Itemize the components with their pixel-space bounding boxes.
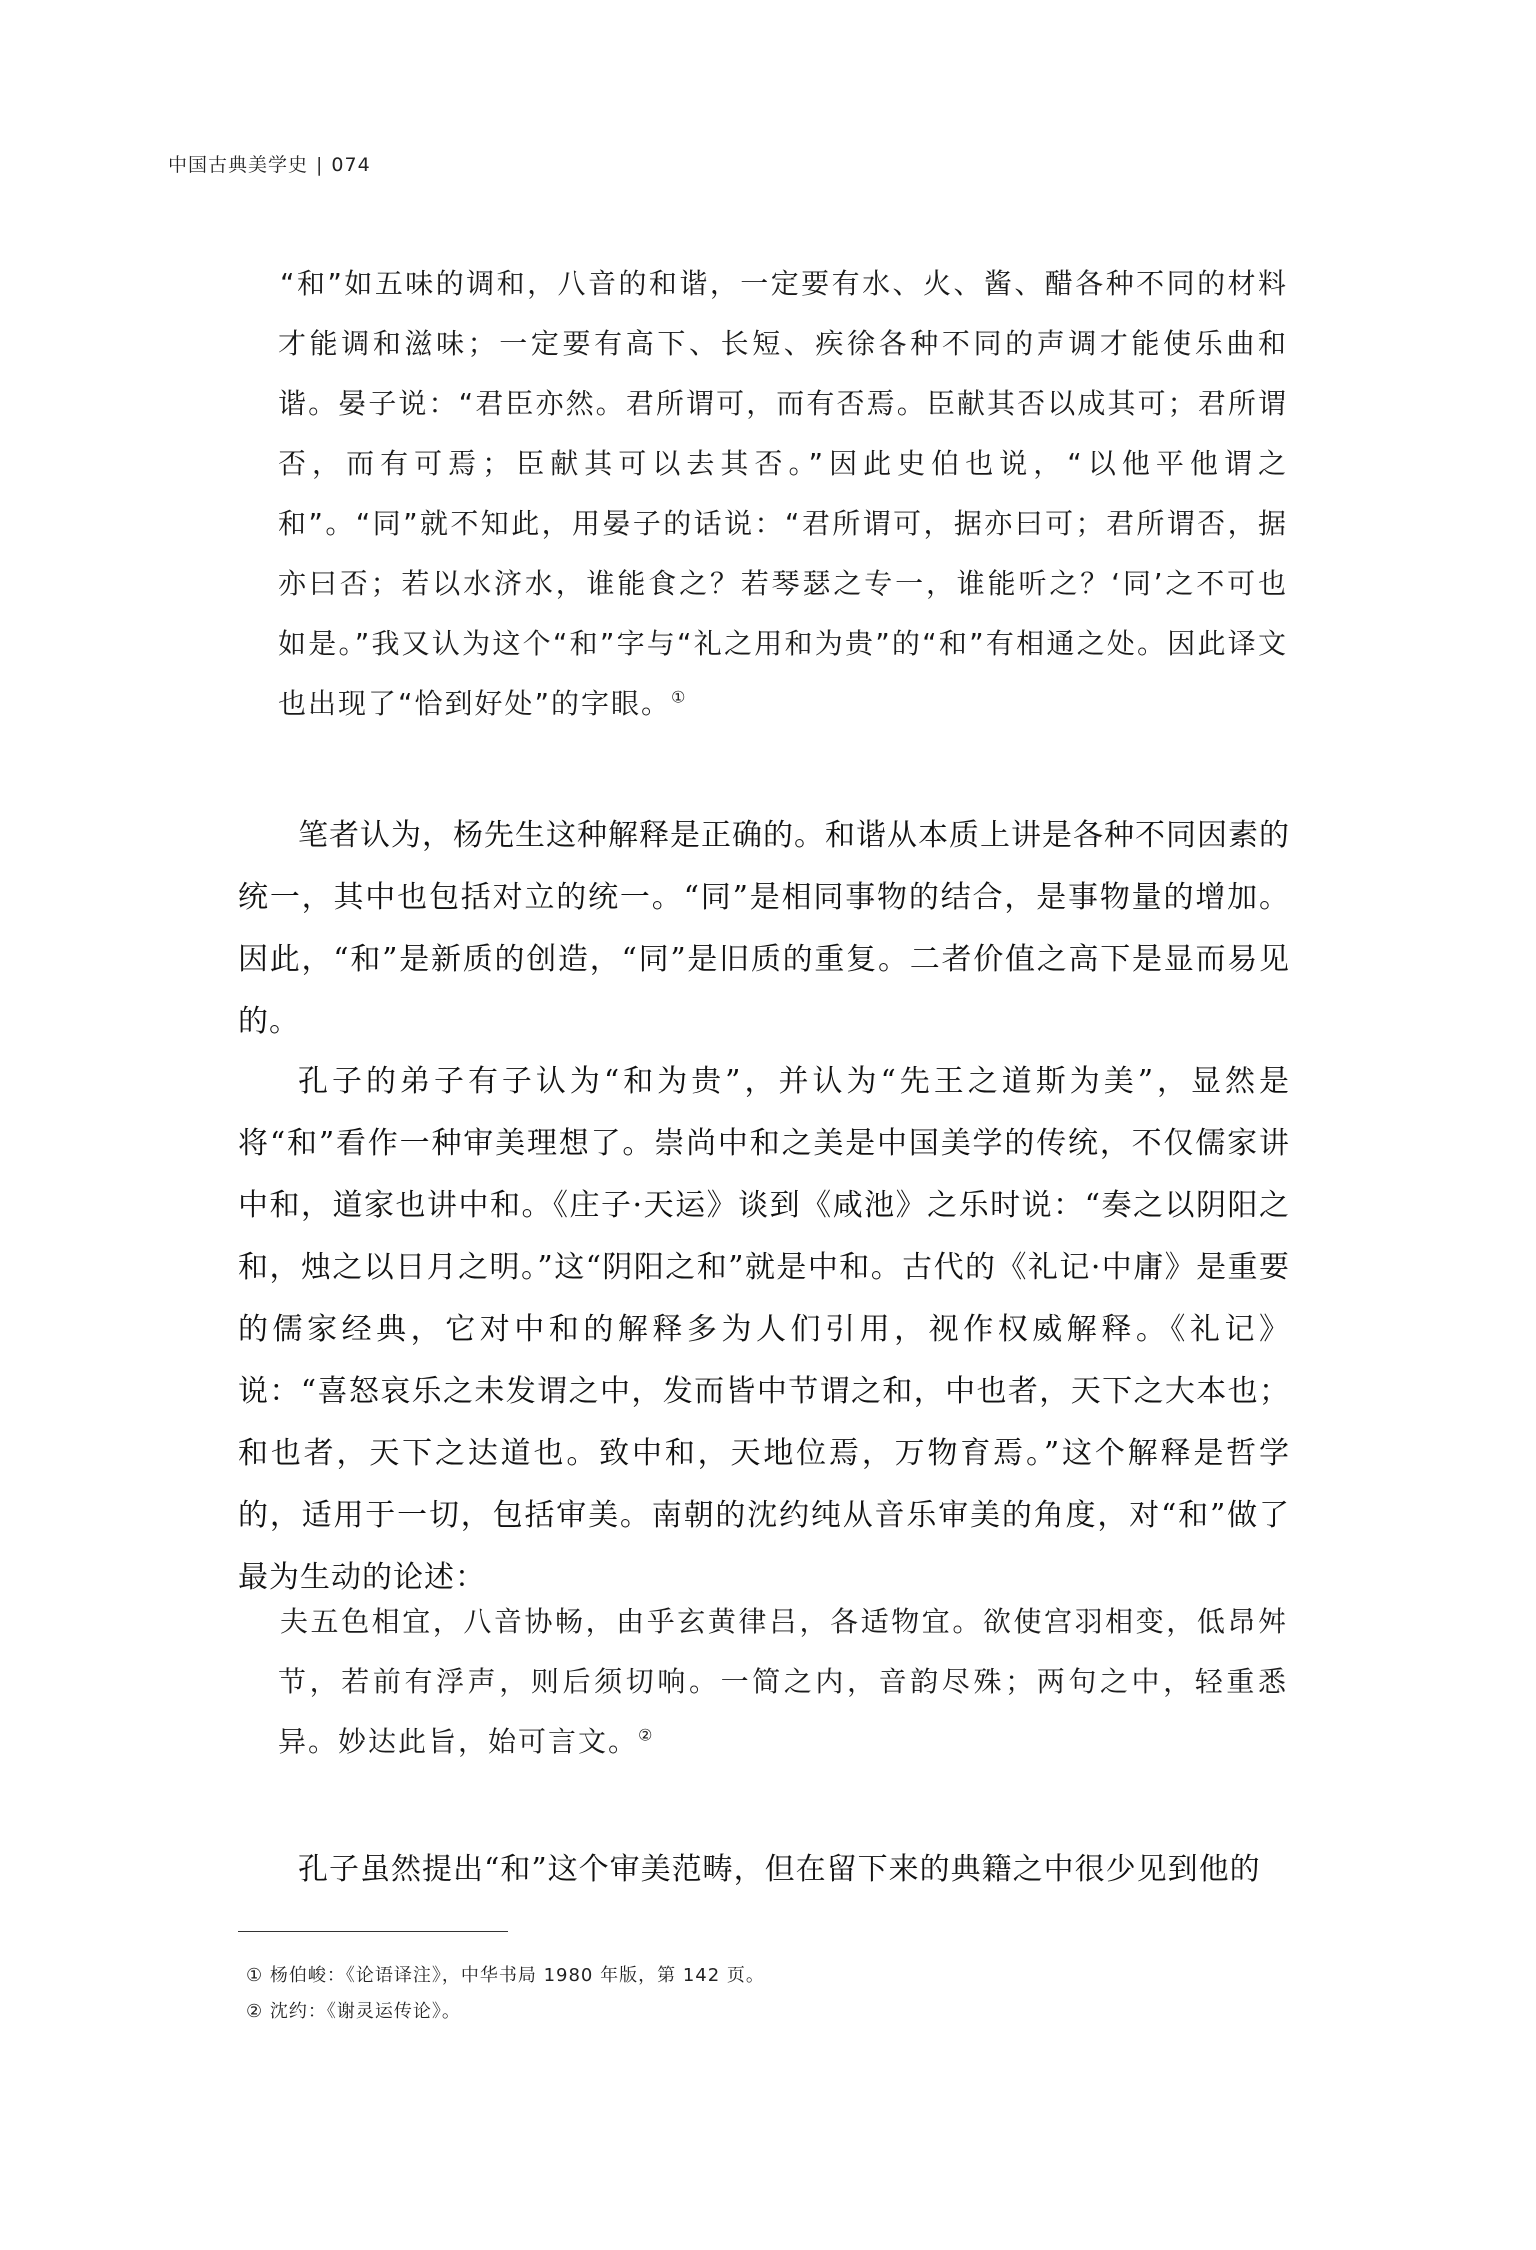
footnote-divider bbox=[238, 1931, 508, 1932]
block-quote-1-text bbox=[278, 254, 1288, 734]
footnotes bbox=[246, 1958, 765, 2030]
running-header bbox=[168, 150, 371, 177]
page-number: 074 bbox=[331, 154, 371, 176]
block-quote-2-body: 夫五色相宜，八音协畅，由乎玄黄律吕，各适物宜。欲使宫羽相变，低昂舛节，若前有浮声，则后须切响。一简之内，音韵尽殊；两句之中，轻重悉异。妙达此旨，始可言文。 bbox=[278, 1605, 1288, 1758]
paragraph-1 bbox=[238, 805, 1290, 1053]
footnote-ref-1[interactable]: ① bbox=[671, 687, 688, 707]
footnote-1: ① 杨伯峻：《论语译注》，中华书局 1980 年版，第 142 页。 bbox=[246, 1965, 765, 1986]
block-quote-1-body: “和”如五味的调和，八音的和谐，一定要有水、火、酱、醋各种不同的材料才能调和滋味；一定要有高下、长短、疾徐各种不同的声调才能使乐曲和谐。晏子说：“君臣亦然。君所谓可，而有否焉。臣献其否以成其可；君所谓否，而有可焉；臣献其可以去其否。”因此史伯也说，“以他平他谓之和”。“同”就不知此，用晏子的话说：“君所谓可，据亦曰可；君所谓否，据亦曰否；若以水济水，谁能食之？若琴瑟之专一，谁能听之？‘同’之不可也如是。”我又认为这个“和”字与“礼之用和为贵”的“和”有相通之处。因此译文也出现了“恰到好处”的字眼。 bbox=[278, 267, 1288, 720]
block-quote-2 bbox=[278, 1592, 1288, 1772]
paragraph-1-text: 笔者认为，杨先生这种解释是正确的。和谐从本质上讲是各种不同因素的统一，其中也包括对立的统一。“同”是相同事物的结合，是事物量的增加。因此，“和”是新质的创造，“同”是旧质的重复。二者价值之高下是显而易见的。 bbox=[238, 818, 1290, 1039]
block-quote-1 bbox=[278, 254, 1288, 734]
footnote-ref-2[interactable]: ② bbox=[638, 1725, 655, 1745]
header-divider: | bbox=[316, 154, 324, 176]
book-title: 中国古典美学史 bbox=[168, 154, 309, 176]
paragraph-2 bbox=[238, 1051, 1290, 1609]
paragraph-2-text: 孔子的弟子有子认为“和为贵”，并认为“先王之道斯为美”，显然是将“和”看作一种审美理想了。崇尚中和之美是中国美学的传统，不仅儒家讲中和，道家也讲中和。《庄子·天运》谈到《咸池》之乐时说：“奏之以阴阳之和，烛之以日月之明。”这“阴阳之和”就是中和。古代的《礼记·中庸》是重要的儒家经典，它对中和的解释多为人们引用，视作权威解释。《礼记》说：“喜怒哀乐之未发谓之中，发而皆中节谓之和，中也者，天下之大本也；和也者，天下之达道也。致中和，天地位焉，万物育焉。”这个解释是哲学的，适用于一切，包括审美。南朝的沈约纯从音乐审美的角度，对“和”做了最为生动的论述： bbox=[238, 1064, 1290, 1595]
paragraph-3 bbox=[238, 1839, 1290, 1901]
paragraph-3-text: 孔子虽然提出“和”这个审美范畴，但在留下来的典籍之中很少见到他的 bbox=[298, 1852, 1261, 1887]
footnote-2: ② 沈约：《谢灵运传论》。 bbox=[246, 2001, 461, 2022]
block-quote-2-text bbox=[278, 1592, 1288, 1772]
